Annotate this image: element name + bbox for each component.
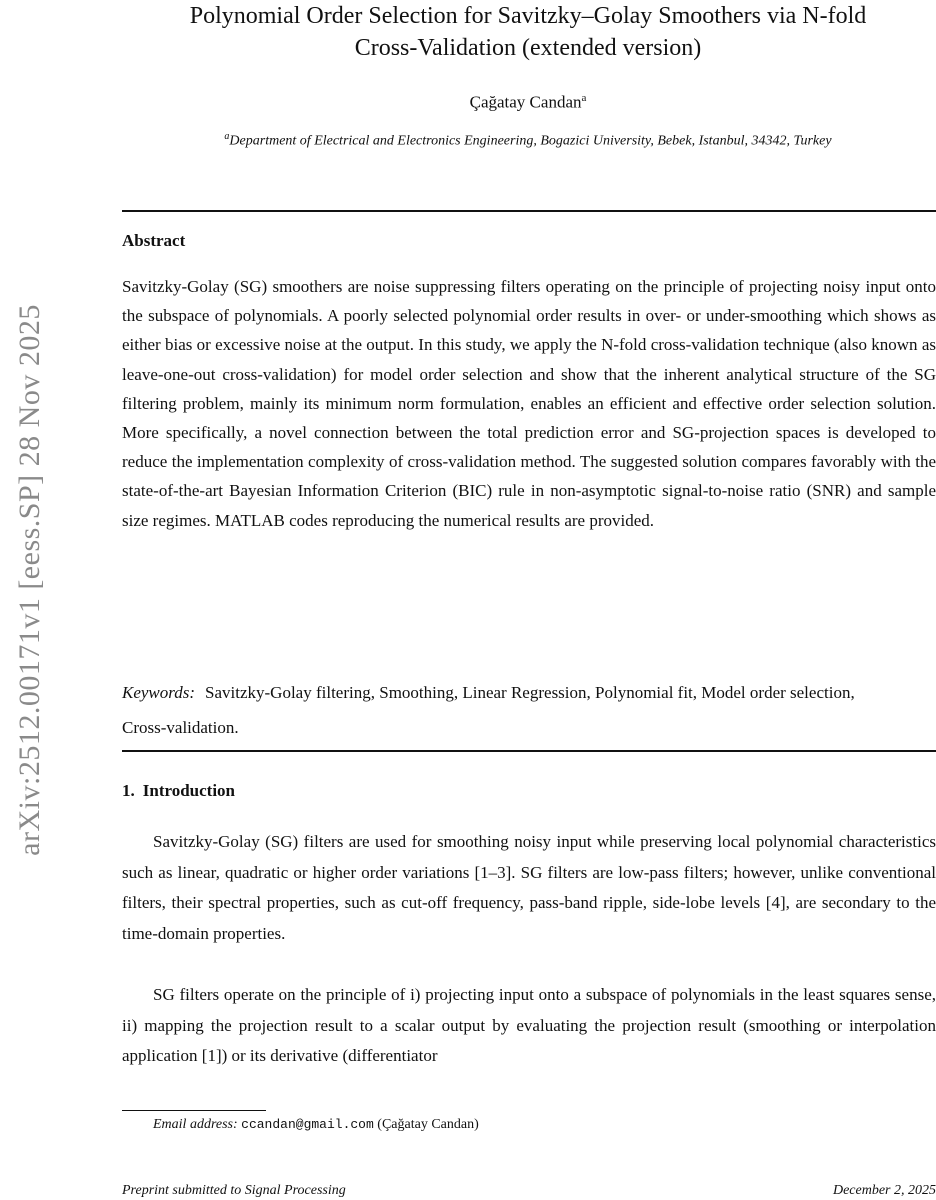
- affiliation-line: [120, 131, 936, 150]
- author-superscript: a: [581, 92, 587, 104]
- keywords-label: Keywords:: [122, 683, 196, 702]
- arxiv-identifier: arXiv:2512.00171v1 [eess.SP] 28 Nov 2025: [13, 304, 46, 856]
- affiliation-text: Department of Electrical and Electronics Engineering, Bogazici University, Bebek, Istanbul, 34342, Turkey: [229, 133, 832, 149]
- footnote-email: ccandan@gmail.com: [241, 1117, 374, 1132]
- abstract-bottom-rule: [122, 750, 936, 752]
- abstract-heading: Abstract: [122, 231, 186, 250]
- footnote-name: (Çağatay Candan): [377, 1117, 479, 1132]
- section-title: Introduction: [142, 781, 236, 800]
- footer-preprint-note: Preprint submitted to Signal Processing: [122, 1183, 346, 1198]
- paper-title: [120, 0, 936, 64]
- affiliation-superscript: a: [224, 131, 230, 142]
- keywords-text: Savitzky-Golay filtering, Smoothing, Linear Regression, Polynomial fit, Model order selection, Cross-validation.: [122, 683, 855, 737]
- section-number: 1.: [122, 781, 135, 800]
- author-line: [120, 92, 936, 113]
- intro-paragraph-1: Savitzky-Golay (SG) filters are used for smoothing noisy input while preserving local polynomial characteristics such as linear, quadratic or higher order variations [1–3]. SG filters are low-pass filters; however, unlike conventional filters, their spectral properties, such as cut-off frequency, pass-band ripple, side-lobe levels [4], are secondary to the time-domain properties.: [122, 832, 936, 944]
- title-line-2: Cross-Validation (extended version): [354, 35, 702, 61]
- keywords: [122, 675, 902, 745]
- footnote: [153, 1117, 479, 1133]
- footer-date: December 2, 2025: [832, 1183, 936, 1198]
- abstract-top-rule: [122, 210, 936, 212]
- section-heading-introduction: [122, 781, 235, 801]
- abstract-body: Savitzky-Golay (SG) smoothers are noise suppressing filters operating on the principle of projecting noisy input onto the subspace of polynomials. A poorly selected polynomial order results in over- or under-smoothing which shows as either bias or excessive noise at the output. In this study, we apply the N-fold cross-validation technique (also known as leave-one-out cross-validation) for model order selection and show that the inherent analytical structure of the SG filtering problem, mainly its minimum norm formulation, enables an efficient and effective order selection solution. More specifically, a novel connection between the total prediction error and SG-projection spaces is developed to reduce the implementation complexity of cross-validation method. The suggested solution compares favorably with the state-of-the-art Bayesian Information Criterion (BIC) rule in non-asymptotic signal-to-noise ratio (SNR) and sample size regimes. MATLAB codes reproducing the numerical results are provided.: [122, 277, 936, 530]
- title-line-1: Polynomial Order Selection for Savitzky–Golay Smoothers via N-fold: [189, 3, 867, 29]
- arxiv-side-stamp: [14, 262, 46, 898]
- author-name: Çağatay Candan: [469, 92, 582, 112]
- footnote-label: Email address:: [153, 1117, 238, 1132]
- footnote-rule: [122, 1110, 266, 1111]
- intro-paragraph-2: SG filters operate on the principle of i) projecting input onto a subspace of polynomials in the least squares sense, ii) mapping the projection result to a scalar output by evaluating the projection result (smoothing or interpolation application [1]) or its derivative (differentiator: [122, 985, 936, 1066]
